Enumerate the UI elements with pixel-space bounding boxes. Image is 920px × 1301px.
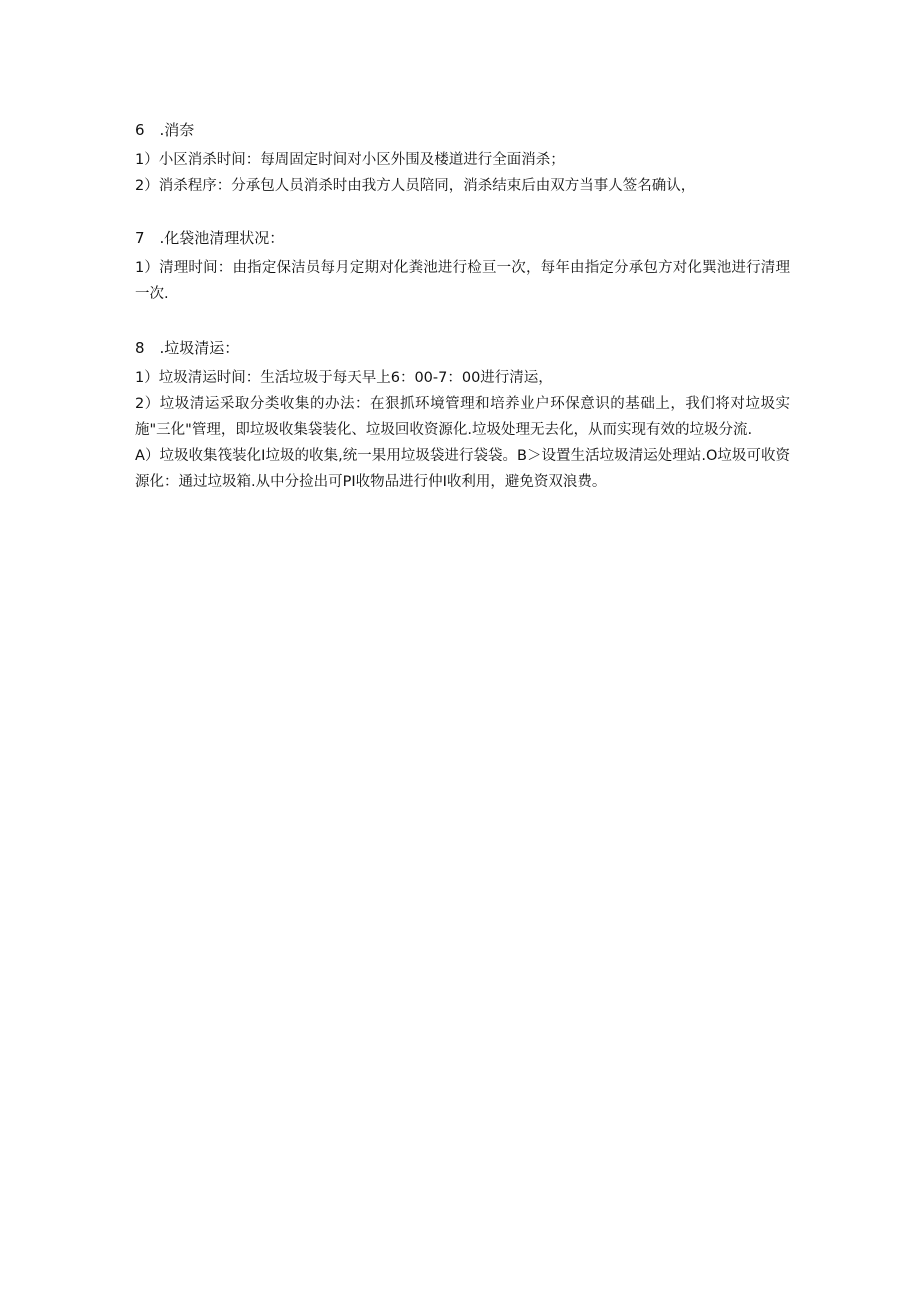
paragraph: 2）垃圾清运采取分类收集的办法：在狠抓环境管理和培养业户环保意识的基础上，我们将对垃圾实施"三化"管理，即垃圾收集袋装化、垃圾回收资源化.垃圾处理无去化，从而实现有效的垃圾分流. (135, 396, 790, 438)
paragraph: 1）小区消杀时间：每周固定时间对小区外围及楼道进行全面消杀； (135, 152, 565, 168)
paragraph: 1）垃圾清运时间：生活垃圾于每天早上6：00-7：00进行清运， (135, 370, 553, 386)
paragraph: 2）消杀程序：分承包人员消杀时由我方人员陪同，消杀结束后由双方当事人签名确认， (135, 178, 696, 194)
section-septic-tank (135, 227, 790, 307)
section-heading: 8 .垃圾清运： (135, 339, 240, 357)
spacer (135, 199, 790, 227)
section-disinfection (135, 119, 790, 199)
document-page (135, 119, 790, 495)
section-heading: 7 .化袋池清理状况： (135, 229, 285, 247)
paragraph: A）垃圾收集筏装化I垃圾的收集,统一果用垃圾袋进行袋袋。B＞设置生活垃圾清运处理站.O垃圾可收资源化：通过垃圾箱.从中分捡出可PI收物品进行仲I收利用，避免资双浪费。 (135, 448, 790, 490)
spacer (135, 307, 790, 337)
section-garbage-removal (135, 337, 790, 495)
paragraph: 1）清理时间：由指定保洁员每月定期对化粪池进行检亘一次，每年由指定分承包方对化巽池进行清理一次. (135, 260, 790, 302)
section-heading: 6 .消奈 (135, 121, 195, 139)
